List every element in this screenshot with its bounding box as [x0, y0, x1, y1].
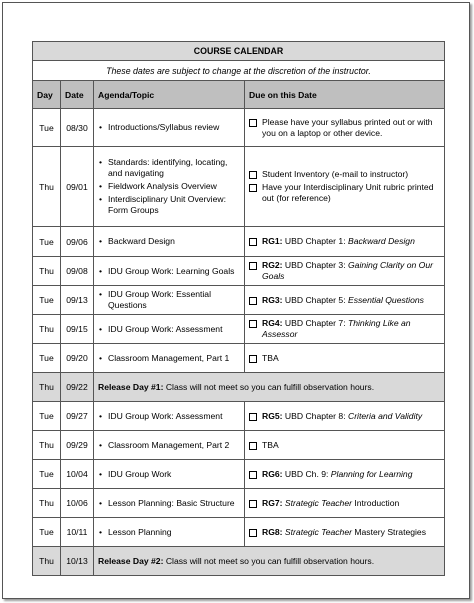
- due-text: Student Inventory (e-mail to instructor): [262, 169, 409, 179]
- checkbox-icon: [249, 119, 257, 127]
- due-item: [249, 411, 440, 422]
- header-date: Date: [61, 81, 94, 109]
- agenda-list: [98, 469, 240, 480]
- due-cell: [245, 460, 445, 489]
- table-row: [33, 431, 445, 460]
- agenda-item: • Fieldwork Analysis Overview: [98, 181, 240, 192]
- due-cell: [245, 315, 445, 344]
- agenda-item: • Classroom Management, Part 2: [98, 440, 240, 451]
- agenda-cell: [94, 257, 245, 286]
- agenda-item: • IDU Group Work: Assessment: [98, 324, 240, 335]
- due-title: Strategic Teacher: [282, 497, 352, 508]
- date-cell: 09/20: [61, 344, 94, 373]
- due-title: Essential Questions: [347, 294, 424, 305]
- checkbox-icon: [249, 184, 257, 192]
- day-cell: Thu: [33, 147, 61, 227]
- due-title: Strategic Teacher: [282, 526, 352, 537]
- due-text: Have your Interdisciplinary Unit rubric printed out (for reference): [262, 182, 434, 203]
- table-row: [33, 227, 445, 257]
- due-cell: [245, 431, 445, 460]
- day-cell: Tue: [33, 109, 61, 147]
- agenda-cell: [94, 227, 245, 257]
- due-item: [249, 469, 440, 480]
- reading-guide-label: RG7:: [262, 497, 283, 508]
- due-item: [249, 117, 440, 139]
- due-text: UBD Chapter 1:: [282, 236, 348, 246]
- date-cell: 09/29: [61, 431, 94, 460]
- day-cell: Tue: [33, 460, 61, 489]
- calendar-subtitle: These dates are subject to change at the discretion of the instructor.: [33, 61, 445, 81]
- table-row: [33, 518, 445, 547]
- day-cell: Tue: [33, 344, 61, 373]
- due-text: Please have your syllabus printed out or with you on a laptop or other device.: [262, 116, 433, 138]
- course-calendar-table: [32, 41, 445, 576]
- day-cell: Tue: [33, 286, 61, 315]
- agenda-list: [98, 236, 240, 247]
- due-cell: [245, 227, 445, 257]
- agenda-item: • Interdisciplinary Unit Overview: Form Groups: [98, 194, 240, 216]
- agenda-list: [98, 440, 240, 451]
- day-cell: Thu: [33, 489, 61, 518]
- day-cell: Tue: [33, 227, 61, 257]
- agenda-list: [98, 289, 240, 311]
- due-cell: [245, 518, 445, 547]
- date-cell: 08/30: [61, 109, 94, 147]
- due-item: [249, 236, 440, 247]
- checkbox-icon: [249, 238, 257, 246]
- due-item: [249, 498, 440, 509]
- agenda-item: • IDU Group Work: Learning Goals: [98, 266, 240, 277]
- reading-guide-label: RG2:: [262, 260, 283, 270]
- header-agenda: Agenda/Topic: [94, 81, 245, 109]
- due-text-after: Mastery Strategies: [351, 526, 427, 537]
- due-text: UBD Chapter 7:: [282, 318, 348, 328]
- date-cell: 09/15: [61, 315, 94, 344]
- header-day: Day: [33, 81, 61, 109]
- due-title: Planning for Learning: [330, 468, 413, 479]
- agenda-cell: [94, 518, 245, 547]
- day-cell: Thu: [33, 431, 61, 460]
- due-item: [249, 295, 440, 306]
- day-cell: Thu: [33, 257, 61, 286]
- release-cell: [94, 373, 445, 402]
- calendar-title: COURSE CALENDAR: [33, 42, 445, 61]
- due-item: [249, 260, 440, 282]
- reading-guide-label: RG4:: [262, 318, 283, 328]
- due-item: [249, 182, 440, 204]
- date-cell: 10/06: [61, 489, 94, 518]
- reading-guide-label: RG1:: [262, 236, 283, 246]
- due-item: [249, 440, 440, 451]
- checkbox-icon: [249, 297, 257, 305]
- due-title: Criteria and Validity: [347, 410, 423, 421]
- table-row: [33, 460, 445, 489]
- release-text: Class will not meet so you can fulfill observation hours.: [163, 382, 375, 392]
- title-row: [33, 42, 445, 61]
- agenda-item: • Classroom Management, Part 1: [98, 353, 240, 364]
- due-cell: [245, 344, 445, 373]
- date-cell: 09/08: [61, 257, 94, 286]
- due-text: TBA: [262, 439, 279, 450]
- date-cell: 09/22: [61, 373, 94, 402]
- agenda-item: • Introductions/Syllabus review: [98, 122, 240, 133]
- header-row: [33, 81, 445, 109]
- date-cell: 09/27: [61, 402, 94, 431]
- table-row: [33, 109, 445, 147]
- date-cell: 09/13: [61, 286, 94, 315]
- table-row: [33, 489, 445, 518]
- agenda-item: • IDU Group Work: [98, 469, 240, 480]
- agenda-cell: [94, 402, 245, 431]
- agenda-cell: [94, 147, 245, 227]
- day-cell: Tue: [33, 402, 61, 431]
- checkbox-icon: [249, 471, 257, 479]
- due-text-after: Introduction: [351, 497, 400, 508]
- agenda-cell: [94, 109, 245, 147]
- agenda-list: [98, 122, 240, 133]
- due-cell: [245, 286, 445, 315]
- due-cell: [245, 402, 445, 431]
- day-cell: Thu: [33, 547, 61, 576]
- agenda-cell: [94, 460, 245, 489]
- due-item: [249, 527, 440, 538]
- reading-guide-label: RG5:: [262, 410, 283, 421]
- agenda-item: • Lesson Planning: Basic Structure: [98, 498, 240, 509]
- due-item: [249, 318, 440, 340]
- due-text: UBD Chapter 3:: [282, 260, 348, 270]
- due-text: UBD Chapter 8:: [282, 410, 348, 421]
- due-item: [249, 353, 440, 364]
- reading-guide-label: RG3:: [262, 294, 283, 305]
- due-title: Gaining Clarity on Our Goals: [262, 260, 434, 281]
- date-cell: 09/01: [61, 147, 94, 227]
- release-row: [33, 547, 445, 576]
- agenda-item: • Lesson Planning: [98, 527, 240, 538]
- agenda-list: [98, 498, 240, 509]
- checkbox-icon: [249, 500, 257, 508]
- agenda-list: [98, 353, 240, 364]
- due-text: TBA: [262, 352, 279, 363]
- due-item: [249, 169, 440, 180]
- agenda-cell: [94, 286, 245, 315]
- checkbox-icon: [249, 529, 257, 537]
- checkbox-icon: [249, 355, 257, 363]
- day-cell: Thu: [33, 315, 61, 344]
- release-label: Release Day #2:: [98, 556, 164, 566]
- table-row: [33, 344, 445, 373]
- reading-guide-label: RG6:: [262, 468, 283, 479]
- due-cell: [245, 257, 445, 286]
- due-text: UBD Ch. 9:: [282, 468, 331, 479]
- subtitle-row: [33, 61, 445, 81]
- due-cell: [245, 147, 445, 227]
- due-title: Backward Design: [347, 236, 415, 246]
- release-label: Release Day #1:: [98, 382, 164, 392]
- date-cell: 10/13: [61, 547, 94, 576]
- release-cell: [94, 547, 445, 576]
- release-text: Class will not meet so you can fulfill observation hours.: [163, 556, 375, 566]
- agenda-list: [98, 527, 240, 538]
- table-row: [33, 315, 445, 344]
- day-cell: Tue: [33, 518, 61, 547]
- agenda-cell: [94, 431, 245, 460]
- due-cell: [245, 489, 445, 518]
- due-title: Thinking Like an Assessor: [262, 318, 411, 339]
- agenda-cell: [94, 344, 245, 373]
- agenda-item: • IDU Group Work: Assessment: [98, 411, 240, 422]
- checkbox-icon: [249, 320, 257, 328]
- agenda-list: [98, 157, 240, 216]
- date-cell: 09/06: [61, 227, 94, 257]
- checkbox-icon: [249, 262, 257, 270]
- table-row: [33, 147, 445, 227]
- date-cell: 10/11: [61, 518, 94, 547]
- agenda-cell: [94, 315, 245, 344]
- agenda-item: • Backward Design: [98, 236, 240, 247]
- due-text: UBD Chapter 5:: [282, 294, 348, 305]
- header-due: Due on this Date: [245, 81, 445, 109]
- checkbox-icon: [249, 413, 257, 421]
- reading-guide-label: RG8:: [262, 526, 283, 537]
- agenda-list: [98, 266, 240, 277]
- table-row: [33, 402, 445, 431]
- due-cell: [245, 109, 445, 147]
- agenda-item: • Standards: identifying, locating, and navigating: [98, 157, 240, 179]
- agenda-list: [98, 324, 240, 335]
- agenda-cell: [94, 489, 245, 518]
- table-row: [33, 257, 445, 286]
- table-row: [33, 286, 445, 315]
- release-row: [33, 373, 445, 402]
- day-cell: Thu: [33, 373, 61, 402]
- date-cell: 10/04: [61, 460, 94, 489]
- checkbox-icon: [249, 171, 257, 179]
- document-page: [2, 2, 470, 599]
- checkbox-icon: [249, 442, 257, 450]
- agenda-item: • IDU Group Work: Essential Questions: [98, 289, 240, 311]
- agenda-list: [98, 411, 240, 422]
